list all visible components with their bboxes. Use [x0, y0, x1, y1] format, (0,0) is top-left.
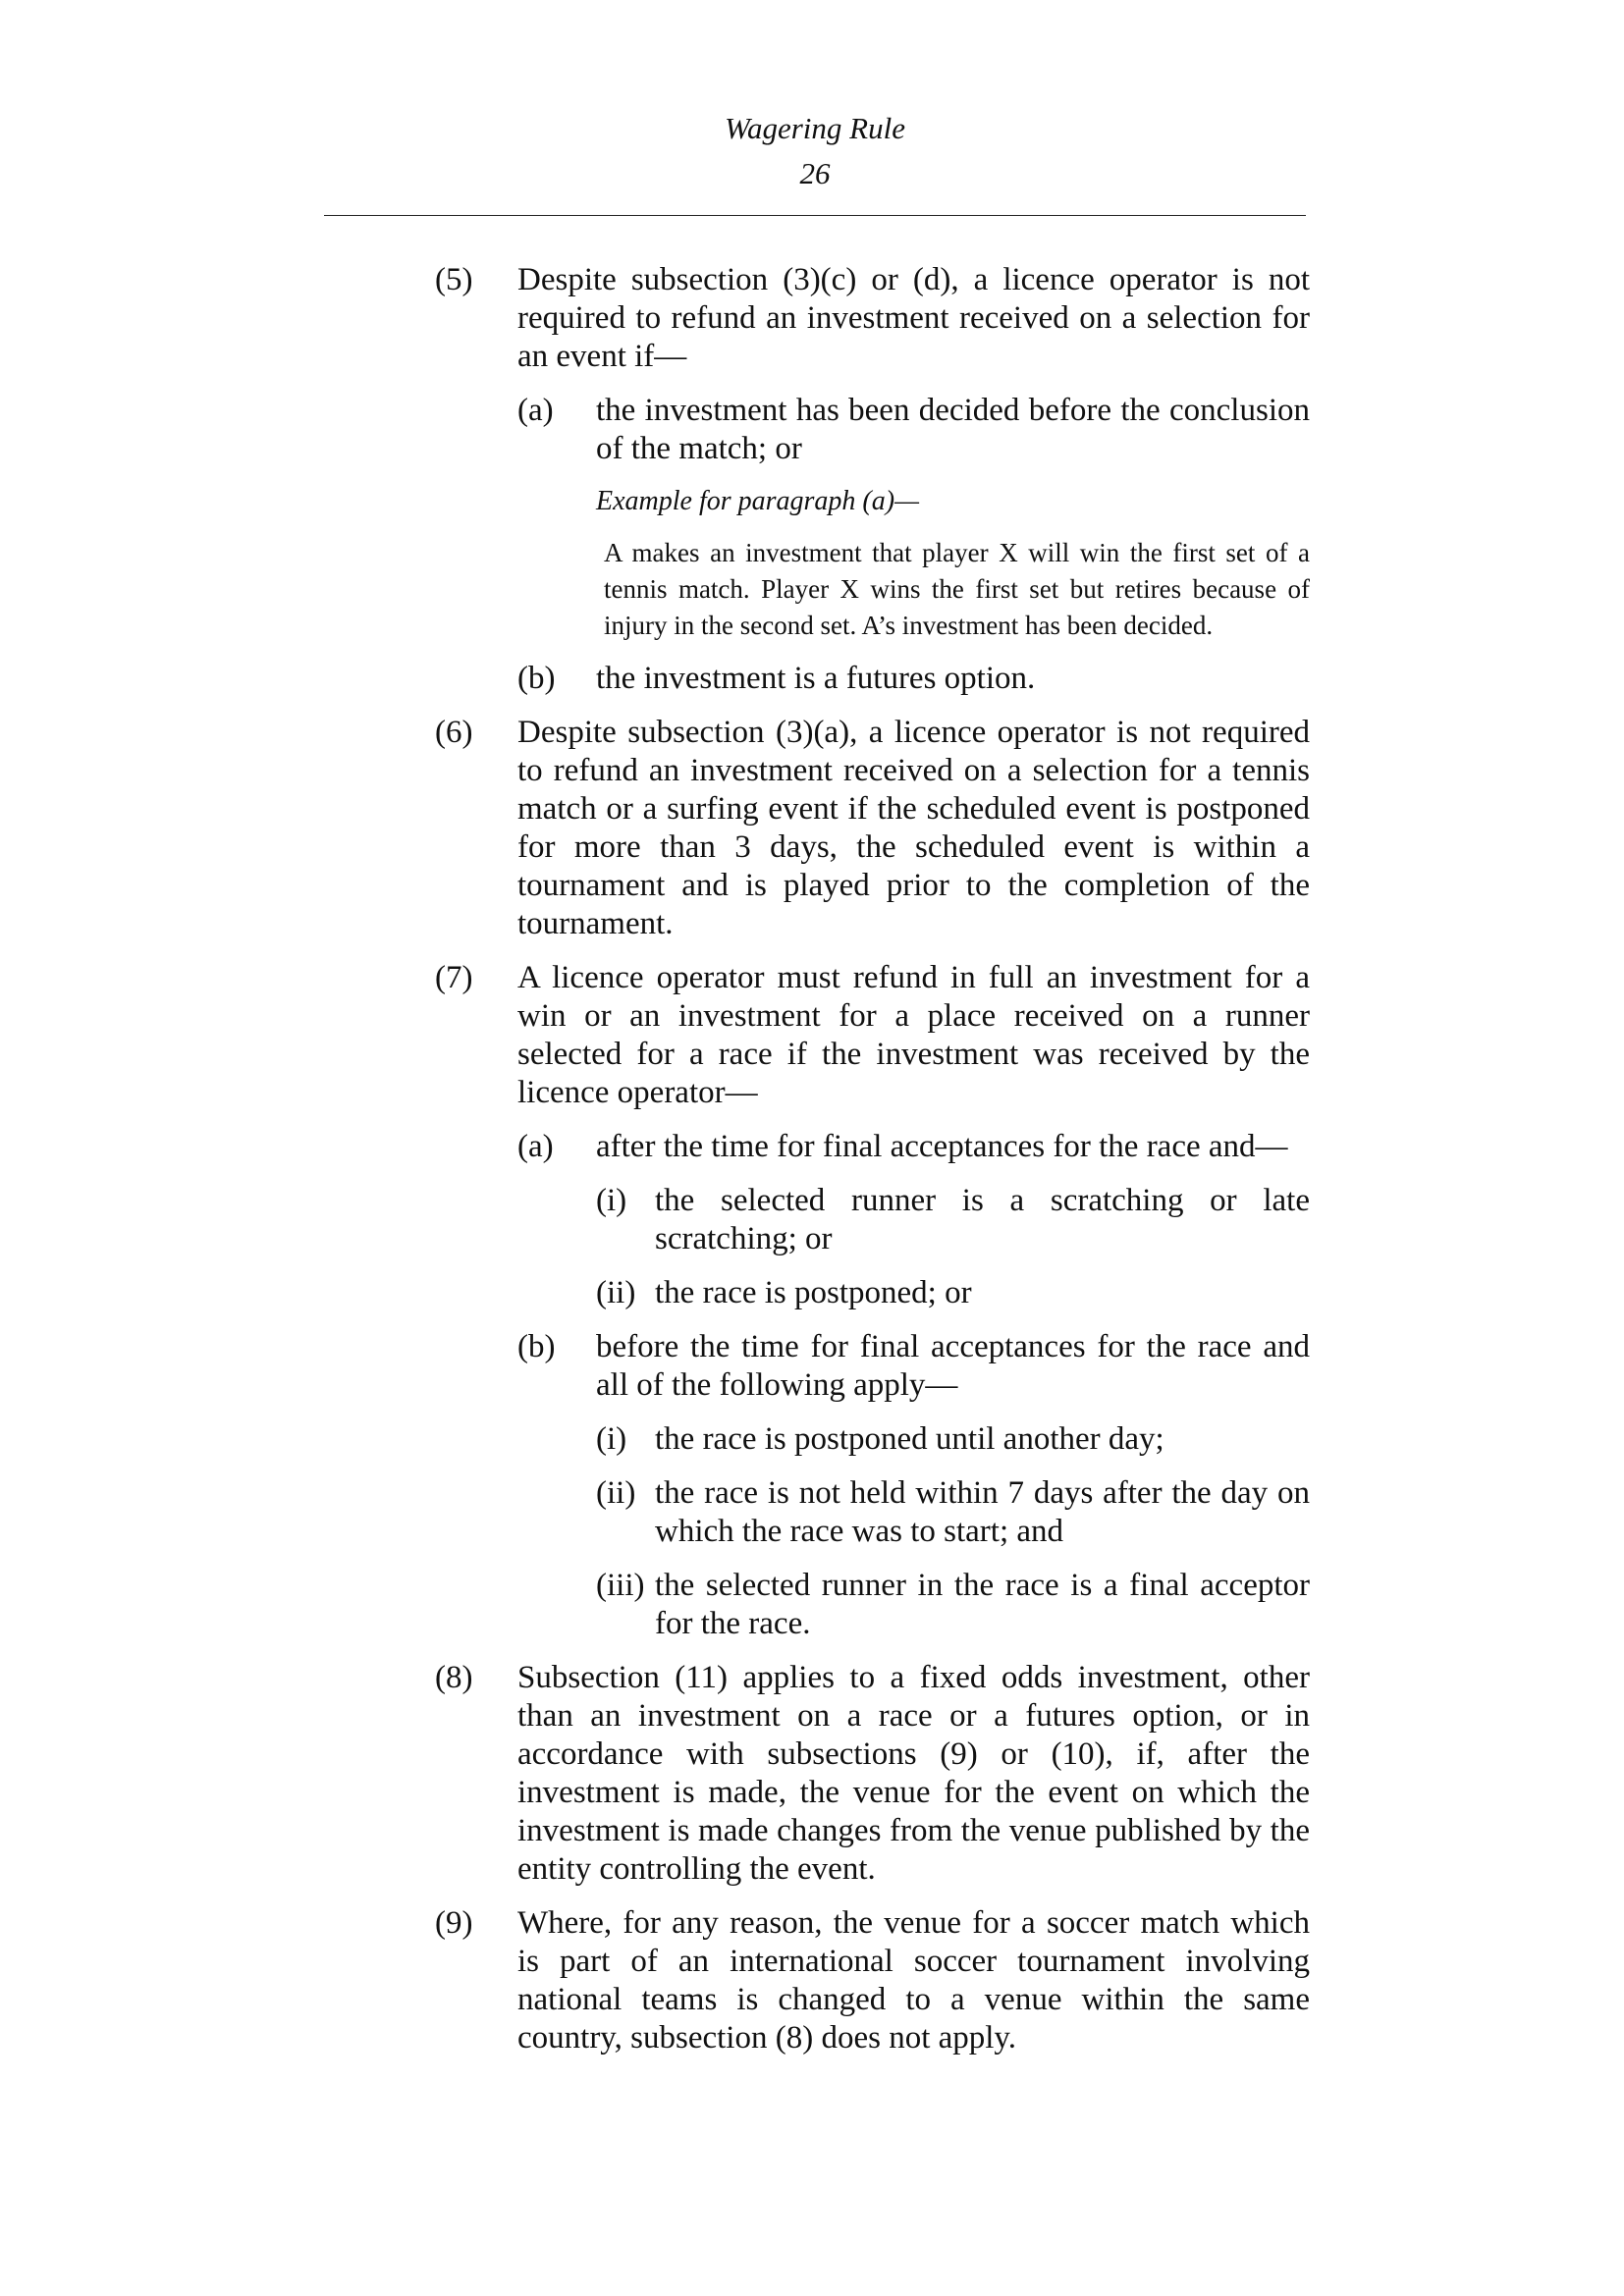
section-text: Despite subsection (3)(c) or (d), a licence operator is not required to refund an investment received on a selection for an event if—	[517, 262, 1310, 374]
subparagraph-number: (iii)	[596, 1568, 645, 1603]
subparagraph-number: (i)	[596, 1421, 627, 1457]
section-8	[435, 1659, 1310, 1889]
paragraph-text: after the time for final acceptances for the race and—	[596, 1129, 1288, 1164]
page-header	[324, 106, 1306, 196]
subparagraph-7b-i	[596, 1420, 1310, 1459]
section-number: (5)	[435, 262, 473, 297]
paragraph-text: the investment is a futures option.	[596, 661, 1036, 696]
subparagraph-7b-iii	[596, 1567, 1310, 1643]
paragraph-number: (b)	[517, 661, 556, 696]
document-title: Wagering Rule	[725, 111, 905, 145]
section-text: Where, for any reason, the venue for a soccer match which is part of an international soccer tournament involving national teams is changed to a venue within the same country, subsection (8) does not apply.	[517, 1905, 1310, 2056]
subparagraph-text: the selected runner in the race is a final acceptor for the race.	[655, 1568, 1310, 1641]
section-7	[435, 959, 1310, 1643]
section-9	[435, 1904, 1310, 2057]
document-body	[435, 261, 1310, 2073]
paragraph-number: (a)	[517, 393, 554, 428]
subparagraph-text: the race is postponed until another day;	[655, 1421, 1164, 1457]
example-heading: Example for paragraph (a)—	[596, 486, 919, 516]
paragraph-text: the investment has been decided before the conclusion of the match; or	[596, 393, 1310, 466]
section-6	[435, 714, 1310, 943]
paragraph-number: (a)	[517, 1129, 554, 1164]
section-text: Despite subsection (3)(a), a licence operator is not required to refund an investment received on a selection for a tennis match or a surfing event if the scheduled event is postponed for more than 3 days, the scheduled event is within a tournament and is played prior to the completion of the tournament.	[517, 715, 1310, 941]
page-number: 26	[799, 156, 831, 190]
paragraph-5a	[517, 392, 1310, 644]
paragraph-5b	[517, 660, 1310, 698]
subparagraph-number: (i)	[596, 1183, 627, 1218]
section-text: Subsection (11) applies to a fixed odds investment, other than an investment on a race or a futures option, or in accordance with subsections (9) or (10), if, after the investment is made, the venue for the event on which the investment is made changes from the venue published by the entity controlling the event.	[517, 1660, 1310, 1887]
subparagraph-text: the race is not held within 7 days after the day on which the race was to start; and	[655, 1475, 1310, 1549]
header-divider	[324, 215, 1306, 216]
section-number: (8)	[435, 1660, 473, 1695]
section-5	[435, 261, 1310, 698]
section-number: (7)	[435, 960, 473, 995]
paragraph-number: (b)	[517, 1329, 556, 1364]
subparagraph-number: (ii)	[596, 1475, 636, 1511]
subparagraph-number: (ii)	[596, 1275, 636, 1310]
section-number: (9)	[435, 1905, 473, 1941]
section-text: A licence operator must refund in full an investment for a win or an investment for a place received on a runner selected for a race if the investment was received by the licence operator—	[517, 960, 1310, 1110]
paragraph-7a	[517, 1128, 1310, 1312]
subparagraph-7b-ii	[596, 1474, 1310, 1551]
paragraph-7b	[517, 1328, 1310, 1643]
subparagraph-7a-i	[596, 1182, 1310, 1258]
paragraph-text: before the time for final acceptances for the race and all of the following apply—	[596, 1329, 1310, 1403]
subparagraph-text: the race is postponed; or	[655, 1275, 972, 1310]
subparagraph-text: the selected runner is a scratching or late scratching; or	[655, 1183, 1310, 1256]
example-text: A makes an investment that player X will win the first set of a tennis match. Player X wins the first set but retires because of injury in the second set. A’s investment has been decided.	[604, 538, 1310, 640]
section-number: (6)	[435, 715, 473, 750]
subparagraph-7a-ii	[596, 1274, 1310, 1312]
